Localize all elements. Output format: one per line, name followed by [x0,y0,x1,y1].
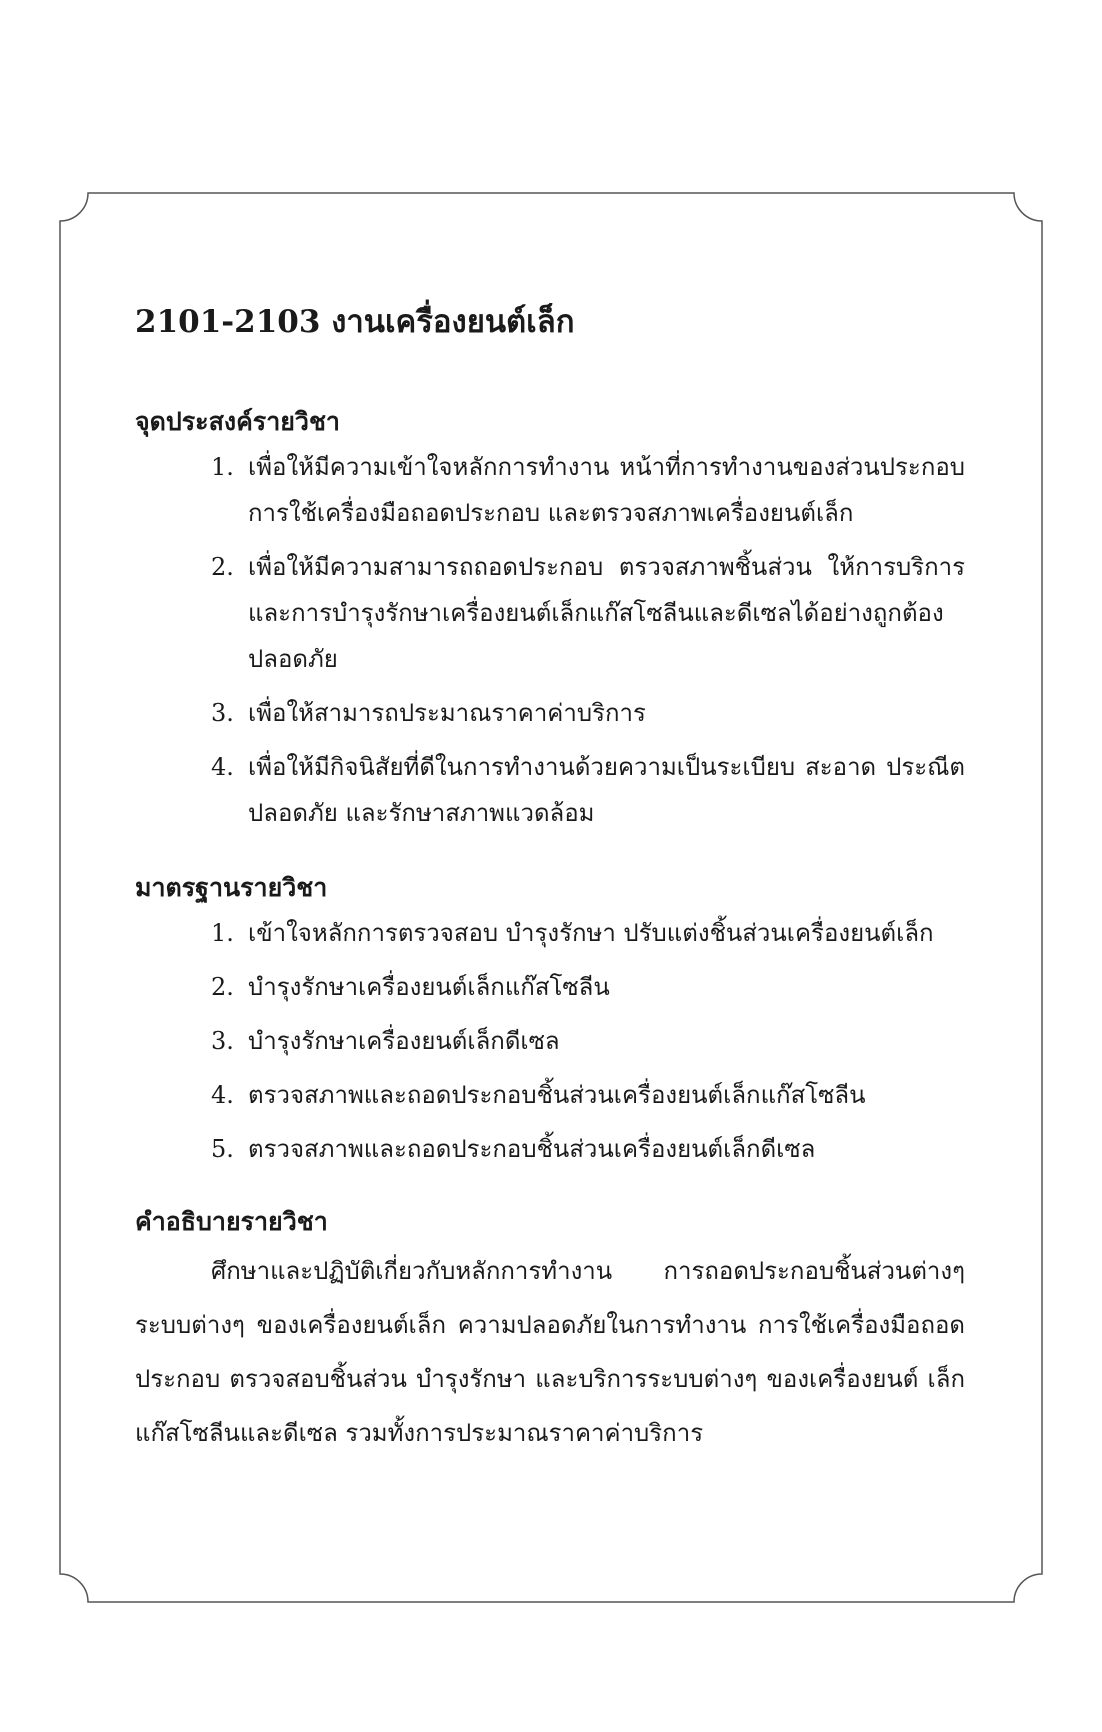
course-title: 2101-2103 งานเครื่องยนต์เล็ก [135,304,575,340]
objective-item [135,690,965,736]
standard-number: 1. [211,919,234,947]
objective-text: เพื่อให้สามารถประมาณราคาค่าบริการ [248,699,646,727]
standard-text: ตรวจสภาพและถอดประกอบชิ้นส่วนเครื่องยนต์เล็กแก๊สโซลีน [248,1081,866,1109]
objectives-section [135,402,965,836]
standard-number: 2. [211,973,234,1001]
objective-number: 2. [211,553,234,581]
standards-heading: มาตรฐานรายวิชา [135,873,328,902]
standard-item [135,1072,965,1118]
standard-item [135,1018,965,1064]
objective-item [135,744,965,836]
standard-item [135,964,965,1010]
description-heading: คำอธิบายรายวิชา [135,1207,328,1236]
standards-section [135,868,965,1172]
standard-number: 4. [211,1081,234,1109]
objectives-heading: จุดประสงค์รายวิชา [135,407,340,436]
standard-text: บำรุงรักษาเครื่องยนต์เล็กแก๊สโซลีน [248,973,610,1001]
description-section [135,1202,965,1460]
course-content [135,300,965,1460]
standards-list [135,910,965,1172]
objective-item [135,444,965,536]
objective-text: เพื่อให้มีกิจนิสัยที่ดีในการทำงานด้วยความเป็นระเบียบ สะอาด ประณีต ปลอดภัย และรักษาสภาพแวดล้อม [248,753,965,827]
objective-number: 1. [211,453,234,481]
objective-number: 4. [211,753,234,781]
objective-text: เพื่อให้มีความเข้าใจหลักการทำงาน หน้าที่การทำงานของส่วนประกอบ การใช้เครื่องมือถอดประกอบ และตรวจสภาพเครื่องยนต์เล็ก [248,453,965,527]
standard-text: ตรวจสภาพและถอดประกอบชิ้นส่วนเครื่องยนต์เล็กดีเซล [248,1135,816,1163]
standard-text: เข้าใจหลักการตรวจสอบ บำรุงรักษา ปรับแต่งชิ้นส่วนเครื่องยนต์เล็ก [248,919,934,947]
standard-item [135,910,965,956]
objective-number: 3. [211,699,234,727]
standard-item [135,1126,965,1172]
description-paragraph: ศึกษาและปฏิบัติเกี่ยวกับหลักการทำงาน การถอดประกอบชิ้นส่วนต่างๆ ระบบต่างๆ ของเครื่องยนต์เล็ก ความปลอดภัยในการทำงาน การใช้เครื่องมือถอด ประกอบ ตรวจสอบชิ้นส่วน บำรุงรักษา และบริการระบบต่างๆ ของเครื่องยนต์ เล็กแก๊สโซลีนและดีเซล รวมทั้งการประมาณราคาค่าบริการ [135,1257,965,1447]
objectives-list [135,444,965,836]
standard-number: 3. [211,1027,234,1055]
standard-number: 5. [211,1135,234,1163]
objective-item [135,544,965,682]
objective-text: เพื่อให้มีความสามารถถอดประกอบ ตรวจสภาพชิ้นส่วน ให้การบริการ และการบำรุงรักษาเครื่องยนต์เล็กแก๊สโซลีนและดีเซลได้อย่างถูกต้อง ปลอดภัย [248,553,965,673]
standard-text: บำรุงรักษาเครื่องยนต์เล็กดีเซล [248,1027,560,1055]
